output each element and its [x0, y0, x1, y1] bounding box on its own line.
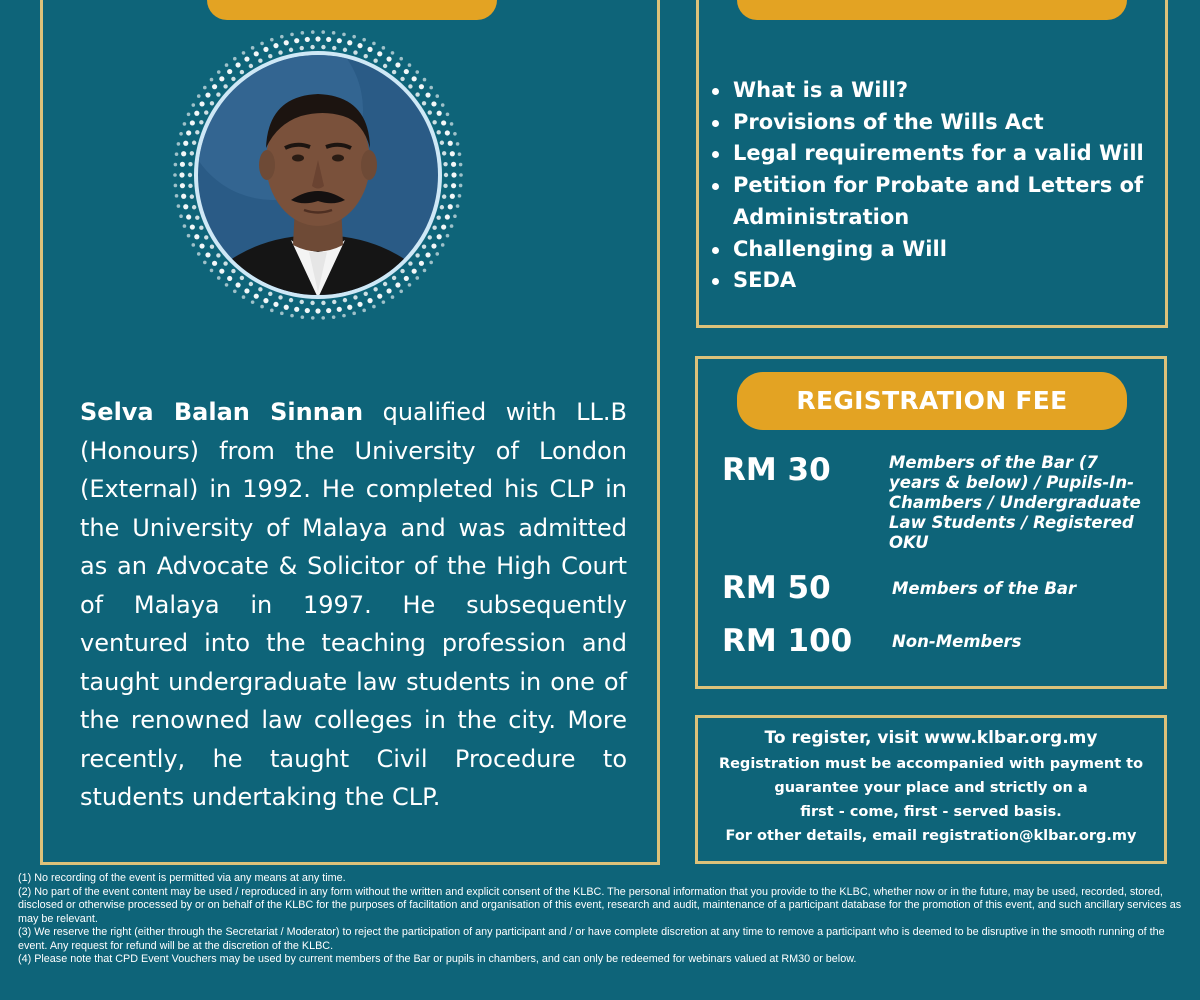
ring-dot: [212, 84, 217, 89]
fee-description-rm100: Non-Members: [892, 632, 1022, 651]
ring-dot: [190, 120, 195, 125]
ring-dot: [188, 173, 192, 177]
ring-dot: [415, 92, 419, 96]
topic-item: Legal requirements for a valid Will: [710, 138, 1165, 170]
ring-dot: [301, 315, 305, 319]
ring-dot: [251, 300, 255, 304]
speaker-bio: [80, 393, 627, 817]
ring-dot: [399, 57, 403, 61]
ring-dot: [195, 130, 199, 134]
note-item: (4) Please note that CPD Event Vouchers may be used by current members of the Bar or pupils in chambers, and can only be redeemed for webinars valued at RM30 or below.: [18, 953, 857, 965]
ring-dot: [179, 214, 183, 218]
ring-dot: [453, 214, 457, 218]
ring-dot: [205, 92, 210, 97]
ring-dot: [425, 92, 430, 97]
ring-dot: [415, 70, 419, 74]
ring-dot: [343, 298, 347, 302]
ring-dot: [273, 43, 278, 48]
ring-dot: [186, 214, 191, 219]
ring-dot: [280, 312, 284, 316]
ring-dot: [408, 283, 412, 287]
ring-dot: [429, 86, 433, 90]
ring-dot: [437, 111, 442, 116]
ring-dot: [428, 110, 432, 114]
ring-dot: [311, 30, 315, 34]
ring-dot: [260, 305, 264, 309]
ring-dot: [270, 309, 274, 313]
ring-dot: [404, 69, 409, 74]
ring-dot: [431, 101, 436, 106]
ring-dot: [183, 141, 188, 146]
ring-dot: [395, 62, 400, 67]
ring-dot: [353, 295, 357, 299]
ring-dot: [435, 94, 439, 98]
ring-dot: [441, 224, 446, 229]
ring-dot: [383, 64, 387, 68]
ring-dot: [223, 84, 227, 88]
ring-dot: [235, 282, 240, 287]
speaker-photo: [173, 30, 463, 320]
ring-dot: [362, 38, 366, 42]
ring-dot: [332, 315, 336, 319]
ring-dot: [441, 243, 445, 247]
ring-dot: [268, 292, 272, 296]
ring-dot: [179, 132, 183, 136]
ring-dot: [453, 132, 457, 136]
ring-dot: [337, 307, 342, 312]
ring-dot: [305, 37, 310, 42]
ring-dot: [191, 103, 195, 107]
ring-dot: [442, 194, 446, 198]
ring-dot: [199, 120, 203, 124]
ring-dot: [251, 46, 255, 50]
ring-dot: [332, 300, 336, 304]
ring-dot: [456, 204, 460, 208]
ring-dot: [364, 54, 368, 58]
ring-dot: [190, 151, 194, 155]
ring-dot: [294, 38, 299, 43]
ring-dot: [290, 33, 294, 37]
ring-dot: [352, 312, 356, 316]
ring-dot: [180, 162, 185, 167]
ring-dot: [342, 33, 346, 37]
ring-dot: [419, 84, 424, 89]
registration-basis-line: first - come, first - served basis.: [800, 804, 1062, 820]
register-website-line: To register, visit www.klbar.org.my: [764, 728, 1098, 748]
ring-dot: [188, 162, 192, 166]
ring-dot: [450, 194, 455, 199]
ring-dot: [315, 36, 320, 41]
ring-dot: [225, 283, 229, 287]
ring-dot: [194, 234, 199, 239]
topics-heading-pill: [737, 0, 1127, 20]
ring-dot: [290, 314, 294, 318]
ring-dot: [310, 301, 314, 305]
ring-dot: [332, 31, 336, 35]
ring-dot: [242, 51, 246, 55]
fee-amount-rm30: RM 30: [722, 452, 831, 488]
ring-dot: [210, 244, 214, 248]
ring-dot: [300, 46, 304, 50]
ring-dot: [240, 276, 244, 280]
ring-dot: [179, 172, 184, 177]
ring-dot: [204, 235, 208, 239]
ring-dot: [451, 183, 456, 188]
ring-dot: [315, 308, 320, 313]
ring-dot: [429, 261, 433, 265]
ring-dot: [382, 46, 386, 50]
ring-dot: [431, 243, 436, 248]
ring-dot: [219, 76, 224, 81]
ring-dot: [284, 305, 289, 310]
ring-dot: [300, 300, 304, 304]
ring-dot: [451, 172, 456, 177]
ring-dot: [446, 113, 450, 117]
ring-dot: [258, 287, 262, 291]
ring-dot: [180, 183, 185, 188]
ring-dot: [332, 46, 336, 50]
ring-dot: [400, 77, 404, 81]
ring-dot: [183, 122, 187, 126]
ring-dot: [441, 120, 446, 125]
ring-dot: [399, 290, 403, 294]
ring-dot: [225, 63, 229, 67]
ring-dot: [386, 56, 391, 61]
fee-description-rm50: Members of the Bar: [892, 579, 1077, 598]
ring-dot: [408, 261, 412, 265]
ring-dot: [273, 302, 278, 307]
ring-dot: [191, 243, 195, 247]
ring-dot: [450, 151, 455, 156]
ring-dot: [311, 316, 315, 320]
ring-dot: [425, 252, 430, 257]
note-item: (2) No part of the event content may be used / reproduced in any form without the written and explicit consent of the KLBC. The personal information that you provide to the KLBC, whether now or in the future, may be used, recorded, stored, disclosed or otherwise processed by or on behalf of the KLBC for the purposes of facilitation and organisation of this event, research and audit, maintenance of a participant database for the promotion of this event, and such ancillary services as may be relevant.: [18, 885, 1182, 925]
ring-dot: [391, 295, 395, 299]
ring-dot: [305, 308, 310, 313]
ring-dot: [175, 194, 179, 198]
registration-payment-line: Registration must be accompanied with payment to: [718, 756, 1144, 772]
ring-dot: [177, 204, 181, 208]
ring-dot: [195, 215, 199, 219]
fee-amount-rm100: RM 100: [722, 623, 853, 659]
ring-dot: [174, 163, 178, 167]
ring-dot: [382, 300, 386, 304]
ring-dot: [337, 38, 342, 43]
speaker-name: Selva Balan Sinnan: [80, 398, 364, 426]
ring-dot: [233, 290, 237, 294]
ring-dot: [280, 35, 284, 39]
ring-dot: [436, 130, 440, 134]
ring-dot: [187, 113, 191, 117]
ring-dot: [432, 226, 436, 230]
ring-dot: [412, 76, 417, 81]
ring-dot: [458, 194, 462, 198]
ring-dot: [321, 45, 325, 49]
ring-dot: [260, 42, 264, 46]
ring-dot: [188, 184, 192, 188]
ring-dot: [446, 234, 450, 238]
ring-dot: [450, 122, 454, 126]
ring-dot: [187, 234, 191, 238]
ring-dot: [183, 204, 188, 209]
ring-dot: [284, 40, 289, 45]
ring-dot: [190, 224, 195, 229]
ring-dot: [181, 194, 186, 199]
ring-dot: [400, 269, 404, 273]
ring-dot: [386, 288, 391, 293]
ring-dot: [415, 253, 419, 257]
ring-dot: [278, 50, 282, 54]
ring-dot: [174, 184, 178, 188]
ring-dot: [408, 63, 412, 67]
ring-dot: [392, 276, 396, 280]
ring-dot: [203, 261, 207, 265]
ring-dot: [258, 59, 262, 63]
ring-dot: [422, 101, 426, 105]
fee-amount-rm50: RM 50: [722, 570, 831, 606]
ring-dot: [321, 30, 325, 34]
ring-dot: [278, 295, 282, 299]
ring-dot: [423, 78, 427, 82]
ring-dot: [210, 101, 214, 105]
ring-dot: [199, 243, 204, 248]
ring-dot: [199, 101, 204, 106]
topic-item: What is a Will?: [710, 75, 1165, 107]
ring-dot: [459, 173, 463, 177]
topic-item: Provisions of the Wills Act: [710, 107, 1165, 139]
ring-dot: [448, 141, 453, 146]
ring-dot: [212, 261, 217, 266]
ring-dot: [364, 292, 368, 296]
ring-dot: [240, 70, 244, 74]
ring-dot: [342, 314, 346, 318]
ring-dot: [428, 235, 432, 239]
ring-dot: [444, 173, 448, 177]
ring-dot: [270, 38, 274, 42]
ring-dot: [404, 276, 409, 281]
ring-dot: [263, 47, 268, 52]
ring-dot: [445, 214, 450, 219]
ring-dot: [412, 269, 417, 274]
ring-dot: [422, 244, 426, 248]
ring-dot: [459, 184, 463, 188]
ring-dot: [254, 51, 259, 56]
ring-dot: [227, 69, 232, 74]
ring-dot: [233, 57, 237, 61]
ring-dot: [367, 47, 372, 52]
ring-dot: [343, 48, 347, 52]
ring-dot: [436, 215, 440, 219]
ring-dot: [377, 51, 382, 56]
ring-dot: [347, 40, 352, 45]
topic-item: SEDA: [710, 265, 1165, 297]
ring-dot: [227, 276, 232, 281]
ring-dot: [347, 305, 352, 310]
ring-dot: [210, 78, 214, 82]
ring-dot: [423, 269, 427, 273]
ring-dot: [173, 173, 177, 177]
ring-dot: [203, 86, 207, 90]
ring-dot: [192, 205, 196, 209]
ring-dot: [353, 50, 357, 54]
note-item: (1) No recording of the event is permitted via any means at any time.: [18, 872, 346, 884]
ring-dot: [435, 252, 439, 256]
ring-dot: [249, 64, 253, 68]
ring-dot: [326, 308, 331, 313]
ring-dot: [192, 141, 196, 145]
ring-dot: [190, 194, 194, 198]
speaker-heading-pill: [207, 0, 497, 20]
ring-dot: [235, 62, 240, 67]
ring-dot: [244, 288, 249, 293]
ring-dot: [367, 298, 372, 303]
ring-dot: [216, 253, 220, 257]
ring-dot: [231, 77, 235, 81]
ring-dot: [249, 282, 253, 286]
ring-dot: [357, 43, 362, 48]
ring-dot: [372, 305, 376, 309]
ring-dot: [321, 316, 325, 320]
ring-dot: [443, 184, 447, 188]
ring-dot: [181, 151, 186, 156]
ring-dot: [197, 94, 201, 98]
ring-dot: [254, 294, 259, 299]
ring-dot: [219, 269, 224, 274]
ring-dot: [289, 48, 293, 52]
note-item: (3) We reserve the right (either through the Secretariat / Moderator) to reject the participation of any participant and / or have complete discretion at any time to remove a participant who is deemed to be disruptive in the smooth running of the event. Any request for refund will be at the discretion of the KLBC.: [18, 926, 1165, 952]
ring-dot: [242, 295, 246, 299]
ring-dot: [217, 70, 221, 74]
ring-dot: [459, 163, 463, 167]
ring-dot: [231, 269, 235, 273]
topics-list: [710, 75, 1165, 297]
fee-description-rm30: Members of the Bar (7 years & below) / Pupils-In-Chambers / Undergraduate Law Students / Registered OKU: [889, 453, 1141, 552]
ring-dot: [217, 276, 221, 280]
ring-dot: [199, 226, 203, 230]
ring-dot: [216, 92, 220, 96]
ring-dot: [383, 282, 387, 286]
ring-dot: [177, 142, 181, 146]
registration-email-line: For other details, email registration@klbar.org.my: [725, 828, 1137, 844]
ring-dot: [373, 59, 377, 63]
ring-dot: [352, 35, 356, 39]
ring-dot: [432, 120, 436, 124]
ring-dot: [451, 162, 456, 167]
ring-dot: [445, 130, 450, 135]
ring-dot: [442, 151, 446, 155]
ring-dot: [183, 224, 187, 228]
ring-dot: [175, 152, 179, 156]
ring-dot: [210, 269, 214, 273]
ring-dot: [197, 252, 201, 256]
ring-dot: [395, 282, 400, 287]
topic-item: Challenging a Will: [710, 234, 1165, 266]
registration-info: [698, 725, 1164, 848]
ring-dot: [392, 70, 396, 74]
ring-dot: [321, 301, 325, 305]
terms-notes: [18, 872, 1188, 967]
ring-dot: [437, 234, 442, 239]
ring-dot: [244, 56, 249, 61]
speaker-portrait: [173, 30, 463, 320]
registration-fee-title: REGISTRATION FEE: [737, 372, 1127, 430]
ring-dot: [458, 152, 462, 156]
ring-dot: [450, 224, 454, 228]
ring-dot: [301, 31, 305, 35]
ring-dot: [357, 302, 362, 307]
ring-dot: [205, 252, 210, 257]
ring-dot: [456, 142, 460, 146]
ring-dot: [408, 84, 412, 88]
ring-dot: [362, 309, 366, 313]
ring-dot: [372, 42, 376, 46]
ring-dot: [186, 130, 191, 135]
ring-dot: [310, 45, 314, 49]
ring-dot: [419, 261, 424, 266]
ring-dot: [443, 162, 447, 166]
ring-dot: [204, 110, 208, 114]
registration-guarantee-line: guarantee your place and strictly on a: [774, 780, 1088, 796]
ring-dot: [294, 307, 299, 312]
ring-dot: [441, 103, 445, 107]
ring-dot: [289, 298, 293, 302]
ring-dot: [415, 276, 419, 280]
ring-dot: [373, 287, 377, 291]
ring-dot: [268, 54, 272, 58]
ring-dot: [448, 204, 453, 209]
ring-dot: [391, 51, 395, 55]
topic-item: Petition for Probate and Letters of Administration: [710, 170, 1165, 233]
ring-dot: [223, 261, 227, 265]
ring-dot: [326, 37, 331, 42]
ring-dot: [377, 294, 382, 299]
speaker-bio-text: qualified with LL.B (Honours) from the University of London (External) in 1992. He completed his CLP in the University of Malaya and was admitted as an Advocate & Solicitor of the High Court of Malaya in 1997. He subsequently ventured into the teaching profession and taught undergraduate law students in one of the renowned law colleges in the city. More recently, he taught Civil Procedure to students undertaking the CLP.: [80, 398, 627, 811]
ring-dot: [194, 111, 199, 116]
ring-dot: [440, 205, 444, 209]
ring-dot: [263, 298, 268, 303]
ring-dot: [440, 141, 444, 145]
